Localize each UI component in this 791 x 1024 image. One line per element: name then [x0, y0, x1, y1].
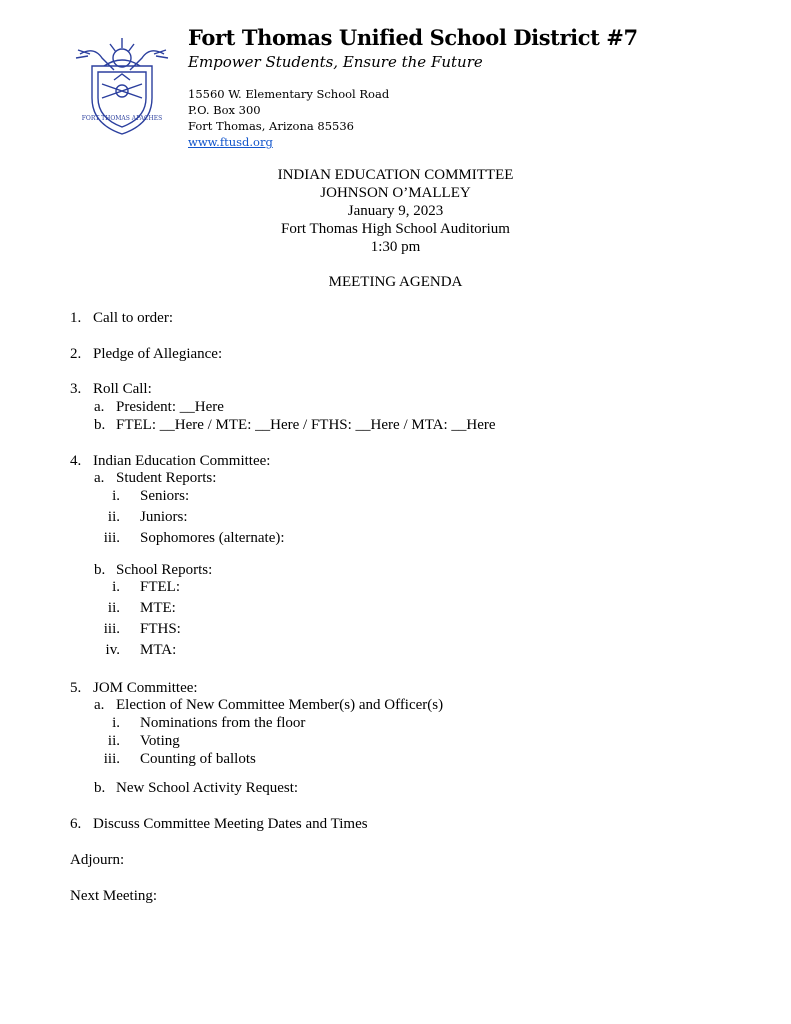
agenda-item-indian-education: Indian Education Committee: — [93, 453, 271, 469]
district-name: Fort Thomas Unified School District #7 — [188, 25, 638, 50]
report-sophomores: Sophomores (alternate): — [140, 530, 285, 546]
roman-numeral: i. — [112, 579, 120, 595]
agenda-item-number: 4. — [70, 453, 82, 469]
report-ftel: FTEL: — [140, 579, 180, 595]
sub-item-letter: a. — [94, 399, 105, 415]
voting: Voting — [140, 733, 180, 749]
next-meeting: Next Meeting: — [70, 888, 158, 904]
district-tagline: Empower Students, Ensure the Future — [188, 53, 483, 71]
agenda-item-pledge: Pledge of Allegiance: — [93, 346, 223, 362]
roman-numeral: i. — [112, 488, 120, 504]
nominations: Nominations from the floor — [140, 715, 306, 731]
activity-request: New School Activity Request: — [116, 780, 299, 796]
sub-item-letter: b. — [94, 417, 106, 433]
seal-graphic — [74, 36, 170, 136]
adjourn: Adjourn: — [70, 852, 125, 868]
report-fths: FTHS: — [140, 621, 181, 637]
address-line-1: 15560 W. Elementary School Road — [188, 87, 390, 101]
roman-numeral: ii. — [107, 509, 120, 525]
agenda-item-number: 3. — [70, 381, 82, 397]
agenda-heading: MEETING AGENDA — [328, 274, 463, 290]
roll-call-president: President: __Here — [116, 399, 224, 415]
student-reports: Student Reports: — [116, 470, 217, 486]
meeting-info — [0, 166, 791, 256]
website-link[interactable]: www.ftusd.org — [188, 135, 273, 149]
report-mta: MTA: — [140, 642, 177, 658]
district-seal-logo — [74, 36, 170, 136]
meeting-date: January 9, 2023 — [347, 203, 444, 219]
district-address — [188, 86, 389, 150]
sub-item-letter: a. — [94, 470, 105, 486]
agenda-item-number: 6. — [70, 816, 82, 832]
agenda-item-number: 1. — [70, 310, 82, 326]
roman-numeral: ii. — [107, 733, 120, 749]
roman-numeral: i. — [112, 715, 120, 731]
counting-ballots: Counting of ballots — [140, 751, 256, 767]
election-item: Election of New Committee Member(s) and Officer(s) — [116, 697, 444, 713]
sub-item-letter: b. — [94, 780, 106, 796]
seal-text: FORT THOMAS APACHES — [81, 115, 163, 122]
agenda-item-roll-call: Roll Call: — [93, 381, 152, 397]
address-line-2: P.O. Box 300 — [188, 103, 261, 117]
agenda-item-number: 5. — [70, 680, 82, 696]
program-name: JOHNSON O’MALLEY — [320, 185, 471, 201]
agenda-item-call-to-order: Call to order: — [93, 310, 173, 326]
roman-numeral: iii. — [103, 621, 120, 637]
report-mte: MTE: — [140, 600, 176, 616]
roman-numeral: iv. — [105, 642, 120, 658]
report-juniors: Juniors: — [140, 509, 188, 525]
sub-item-letter: b. — [94, 562, 106, 578]
roman-numeral: iii. — [103, 751, 120, 767]
roman-numeral: iii. — [103, 530, 120, 546]
roll-call-schools: FTEL: __Here / MTE: __Here / FTHS: __Here / MTA: __Here — [116, 417, 496, 433]
meeting-location: Fort Thomas High School Auditorium — [281, 221, 510, 237]
school-reports: School Reports: — [116, 562, 213, 578]
agenda-item-jom-committee: JOM Committee: — [93, 680, 198, 696]
committee-name: INDIAN EDUCATION COMMITTEE — [277, 167, 514, 183]
roman-numeral: ii. — [107, 600, 120, 616]
address-line-3: Fort Thomas, Arizona 85536 — [188, 119, 354, 133]
meeting-time: 1:30 pm — [370, 239, 421, 255]
report-seniors: Seniors: — [140, 488, 190, 504]
agenda-item-meeting-dates: Discuss Committee Meeting Dates and Times — [93, 816, 368, 832]
agenda-item-number: 2. — [70, 346, 82, 362]
sub-item-letter: a. — [94, 697, 105, 713]
